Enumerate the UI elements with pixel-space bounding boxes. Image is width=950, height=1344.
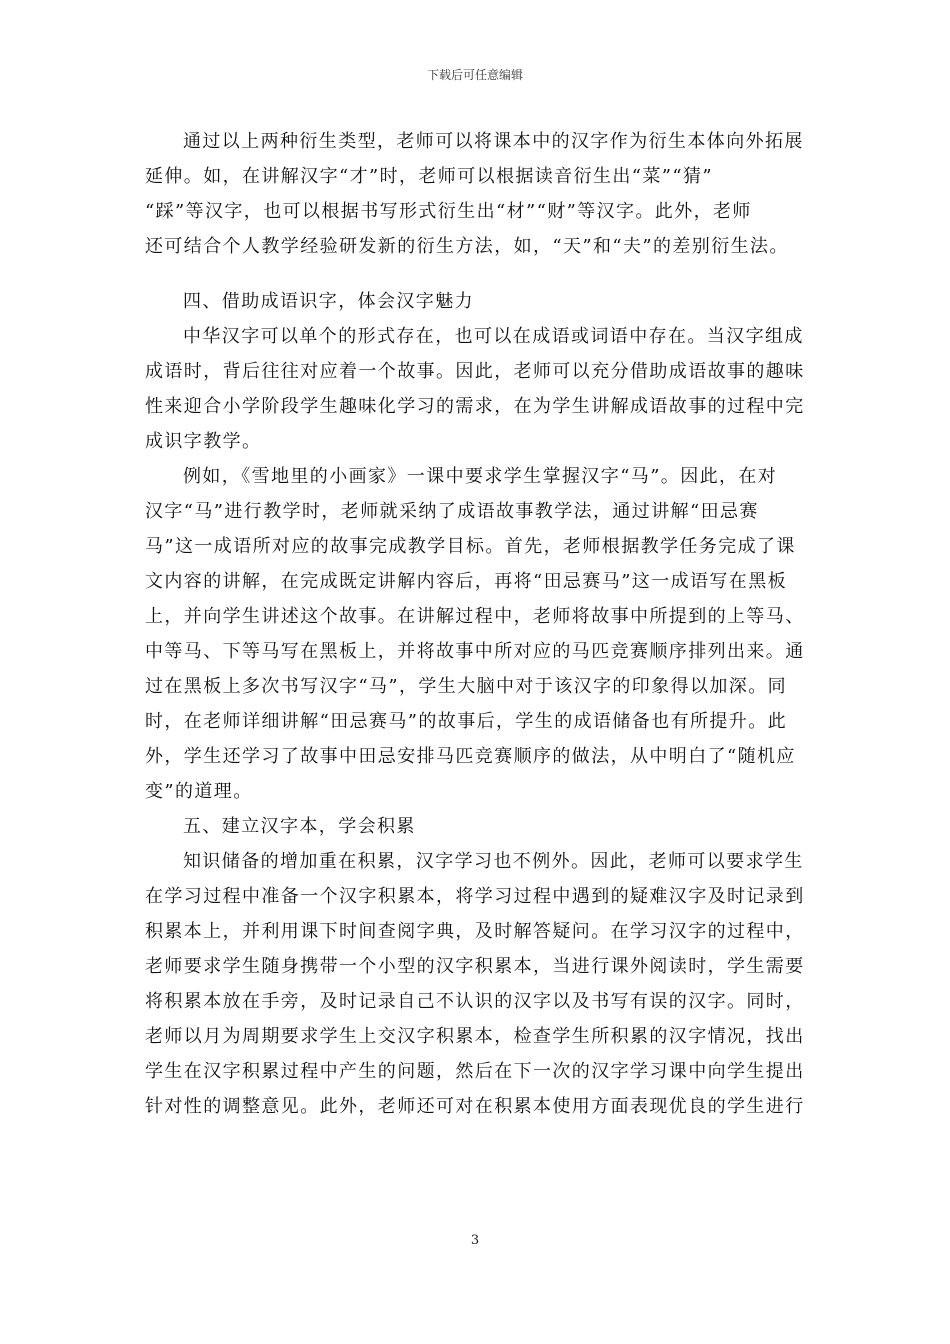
paragraph-line: 过在黑板上多次书写汉字“马”，学生大脑中对于该汉字的印象得以加深。同 bbox=[145, 676, 788, 697]
section-heading-four: 四、借助成语识字，体会汉字魅力 bbox=[183, 291, 474, 312]
paragraph-line: 汉字“马”进行教学时，老师就采纳了成语故事教学法，通过讲解“田忌赛 bbox=[145, 501, 759, 522]
paragraph-line: 时，在老师详细讲解“田忌赛马”的故事后，学生的成语储备也有所提升。此 bbox=[145, 711, 788, 732]
paragraph-line: 中等马、下等马写在黑板上，并将故事中所对应的马匹竞赛顺序排列出来。通 bbox=[145, 641, 805, 662]
paragraph-idioms-intro bbox=[145, 319, 811, 459]
paragraph-line: 变”的道理。 bbox=[145, 781, 253, 802]
paragraph-line: 针对性的调整意见。此外，老师还可对在积累本使用方面表现优良的学生进行 bbox=[145, 1096, 805, 1117]
paragraph-line: 积累本上，并利用课下时间查阅字典，及时解答疑问。在学习汉字的过程中， bbox=[145, 921, 805, 942]
paragraph-line: 成语时，背后往往对应着一个故事。因此，老师可以充分借助成语故事的趣味 bbox=[145, 361, 805, 382]
paragraph-line: 老师要求学生随身携带一个小型的汉字积累本，当进行课外阅读时，学生需要 bbox=[145, 956, 805, 977]
paragraph-line: 上，并向学生讲述这个故事。在讲解过程中，老师将故事中所提到的上等马、 bbox=[145, 606, 805, 627]
paragraph-line: 中华汉字可以单个的形式存在，也可以在成语或词语中存在。当汉字组成 bbox=[183, 326, 804, 347]
paragraph-line: 在学习过程中准备一个汉字积累本，将学习过程中遇到的疑难汉字及时记录到 bbox=[145, 886, 805, 907]
section-gap bbox=[145, 264, 811, 284]
paragraph-line: 通过以上两种衍生类型，老师可以将课本中的汉字作为衍生本体向外拓展 bbox=[183, 131, 804, 152]
section-heading-five: 五、建立汉字本，学会积累 bbox=[183, 816, 416, 837]
page-header: 下载后可任意编辑 bbox=[426, 68, 523, 82]
paragraph-line: 将积累本放在手旁，及时记录自己不认识的汉字以及书写有误的汉字。同时， bbox=[145, 991, 805, 1012]
paragraph-line: 老师以月为周期要求学生上交汉字积累本，检查学生所积累的汉字情况，找出 bbox=[145, 1026, 805, 1047]
paragraph-line: 延伸。如，在讲解汉字“才”时，老师可以根据读音衍生出“菜”“猜” bbox=[145, 166, 714, 187]
paragraph-line: 知识储备的增加重在积累，汉字学习也不例外。因此，老师可以要求学生 bbox=[183, 851, 804, 872]
paragraph-line: 学生在汉字积累过程中产生的问题，然后在下一次的汉字学习课中向学生提出 bbox=[145, 1061, 805, 1082]
page-number: 3 bbox=[470, 1233, 480, 1248]
paragraph-derivation bbox=[145, 124, 811, 264]
paragraph-line: 马”这一成语所对应的故事完成教学目标。首先，老师根据教学任务完成了课 bbox=[145, 536, 796, 557]
paragraph-line: “踩”等汉字，也可以根据书写形式衍生出“材”“财”等汉字。此外，老师 bbox=[145, 201, 752, 222]
paragraph-idioms-example bbox=[145, 459, 811, 809]
paragraph-line: 外，学生还学习了故事中田忌安排马匹竞赛顺序的做法，从中明白了“随机应 bbox=[145, 746, 796, 767]
paragraph-line: 例如，《雪地里的小画家》一课中要求学生掌握汉字“马”。因此，在对 bbox=[183, 466, 778, 487]
paragraph-line: 性来迎合小学阶段学生趣味化学习的需求，在为学生讲解成语故事的过程中完 bbox=[145, 396, 805, 417]
paragraph-line: 还可结合个人教学经验研发新的衍生方法，如，“天”和“夫”的差别衍生法。 bbox=[145, 236, 789, 257]
paragraph-line: 成识字教学。 bbox=[145, 431, 262, 452]
document-body bbox=[145, 124, 811, 1124]
paragraph-line: 文内容的讲解，在完成既定讲解内容后，再将“田忌赛马”这一成语写在黑板 bbox=[145, 571, 788, 592]
paragraph-accumulation bbox=[145, 844, 811, 1124]
